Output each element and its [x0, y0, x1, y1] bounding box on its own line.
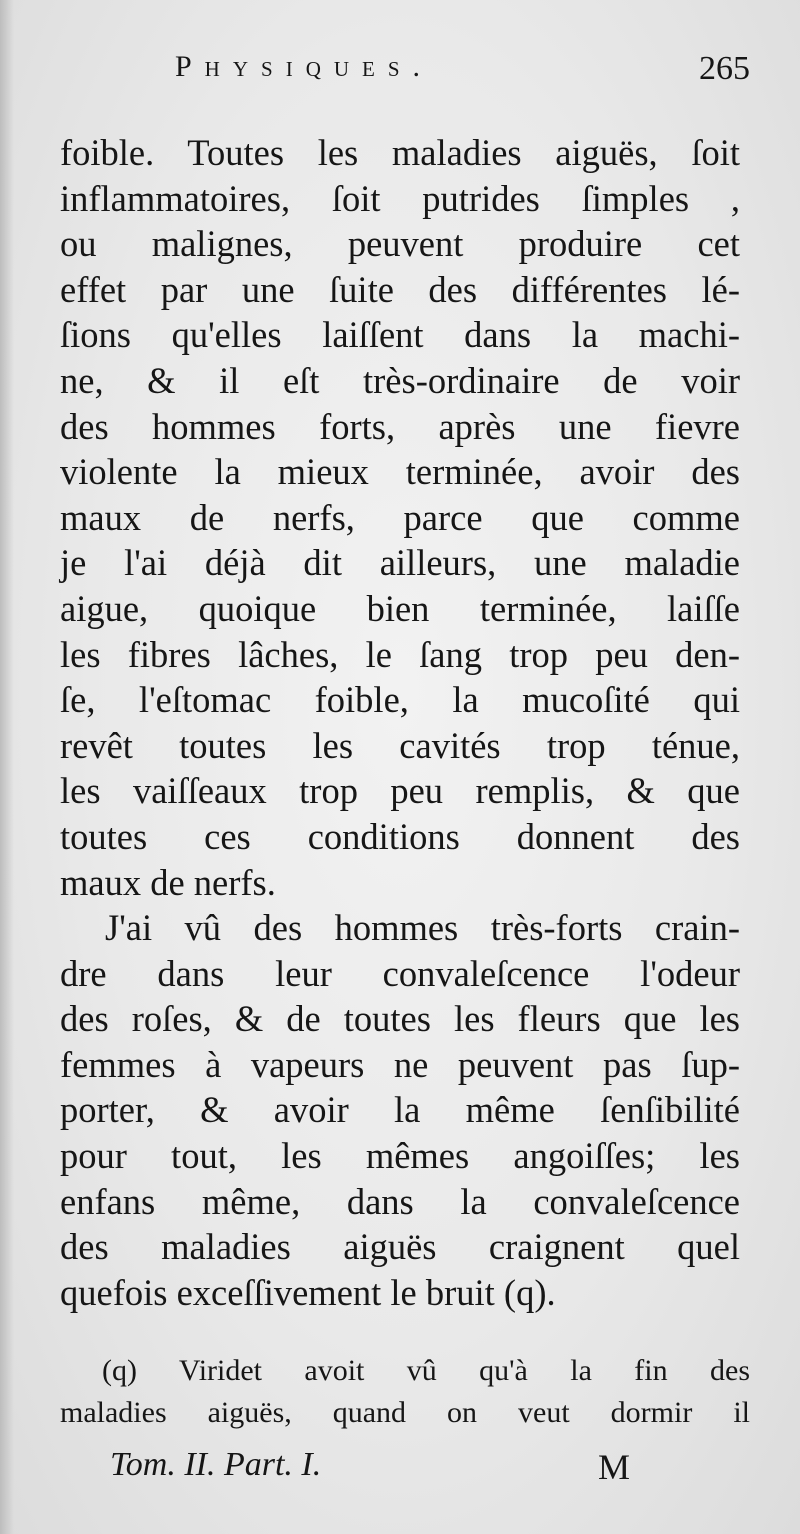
- footnote-line: (q) Viridet avoit vû qu'à la fin des: [102, 1354, 750, 1387]
- volume-reference: Tom. II. Part. I.: [110, 1446, 322, 1483]
- text-line: dre dans leur convaleſcence l'odeur: [60, 952, 740, 994]
- text-line-paragraph-start: J'ai vû des hommes très-forts crain-: [105, 907, 740, 949]
- text-line: enfans même, dans la convaleſcence: [60, 1180, 740, 1222]
- text-line: pour tout, les mêmes angoiſſes; les: [60, 1135, 740, 1177]
- text-line: maux de nerfs, parce que comme: [60, 496, 740, 538]
- signature-mark: M: [597, 1447, 630, 1487]
- text-line: des roſes, & de toutes les fleurs que les: [60, 998, 740, 1040]
- text-line: toutes ces conditions donnent des: [60, 815, 740, 857]
- text-line: revêt toutes les cavités trop ténue,: [60, 724, 740, 766]
- page-edge-shadow: [0, 0, 14, 1534]
- text-line-paragraph-end: quefois exceſſivement le bruit (q).: [60, 1271, 556, 1313]
- text-line: foible. Toutes les maladies aiguës, ſoit: [60, 132, 740, 173]
- text-line: porter, & avoir la même ſenſibilité: [60, 1089, 740, 1131]
- text-line: ou malignes, peuvent produire cet: [60, 223, 740, 265]
- text-line: femmes à vapeurs ne peuvent pas ſup-: [60, 1043, 740, 1085]
- page-number: 265: [699, 50, 750, 87]
- running-head: [60, 50, 750, 100]
- text-line: ſions qu'elles laiſſent dans la machi-: [60, 314, 740, 356]
- text-line: effet par une ſuite des différentes lé-: [60, 268, 740, 310]
- body-text: [60, 130, 740, 1315]
- text-line: violente la mieux terminée, avoir des: [60, 451, 740, 493]
- text-line: aigue, quoique bien terminée, laiſſe: [60, 587, 740, 629]
- signature-line: [110, 1446, 630, 1496]
- footnote: [60, 1350, 750, 1434]
- text-line: les fibres lâches, le ſang trop peu den-: [60, 633, 740, 675]
- running-title: Physiques.: [175, 50, 434, 83]
- text-line: ne, & il eſt très-ordinaire de voir: [60, 359, 740, 401]
- text-line: des maladies aiguës craignent quel: [60, 1226, 740, 1268]
- text-line: les vaiſſeaux trop peu remplis, & que: [60, 770, 740, 812]
- text-line-paragraph-end: maux de nerfs.: [60, 861, 276, 903]
- text-line: je l'ai déjà dit ailleurs, une maladie: [60, 542, 740, 584]
- text-line: inflammatoires, ſoit putrides ſimples ,: [60, 177, 740, 219]
- text-line: ſe, l'eſtomac foible, la mucoſité qui: [60, 679, 740, 721]
- text-line: des hommes forts, après une fievre: [60, 405, 740, 447]
- footnote-line: maladies aiguës, quand on veut dormir il: [60, 1396, 750, 1429]
